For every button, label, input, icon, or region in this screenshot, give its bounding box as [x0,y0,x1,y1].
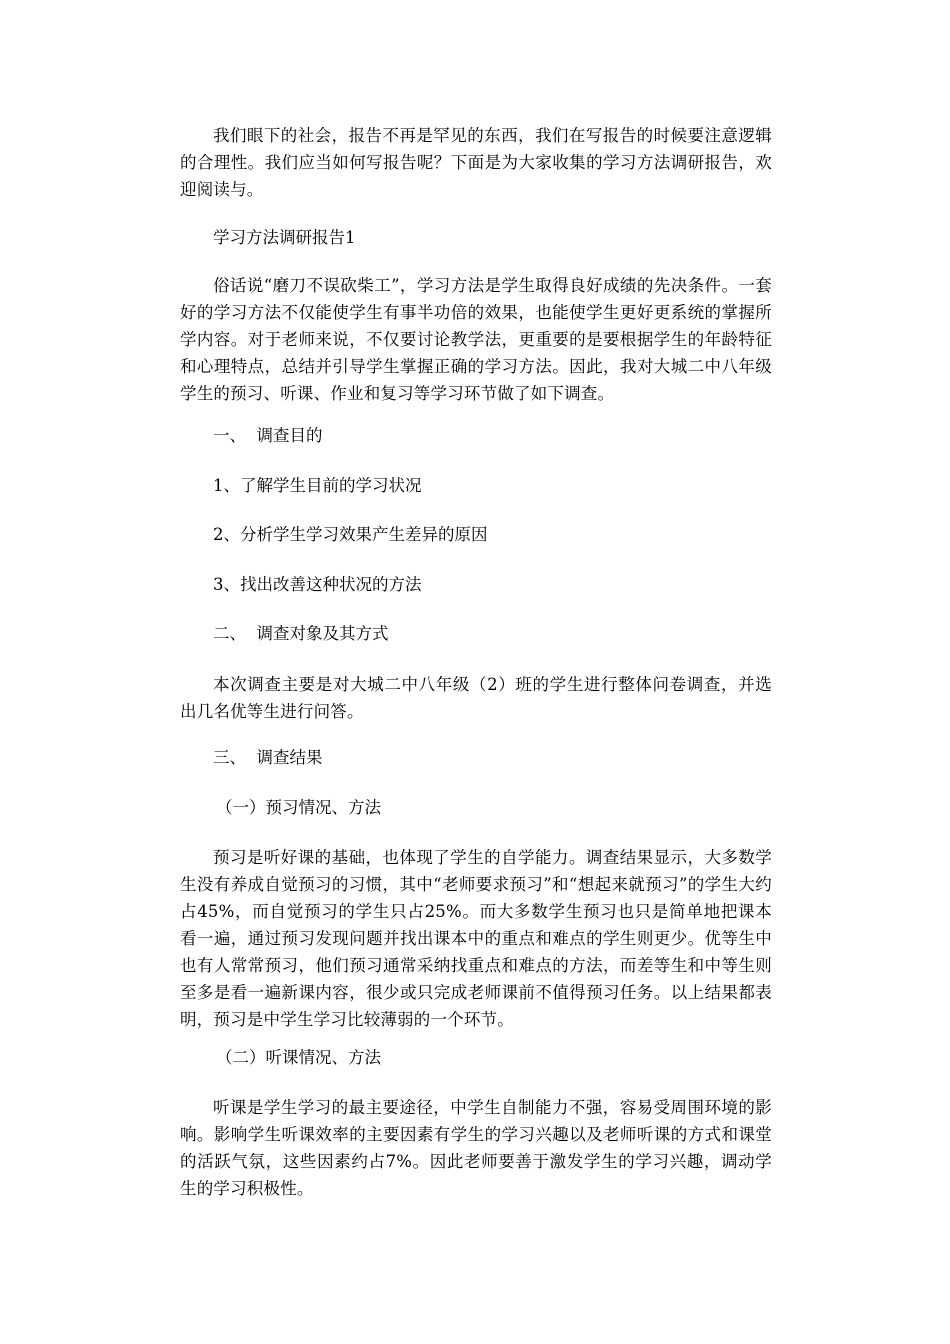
opening-paragraph: 俗话说“磨刀不误砍柴工”，学习方法是学生取得良好成绩的先决条件。一套好的学习方法不仅能使学生有事半功倍的效果，也能使学生更好更系统的掌握所学内容。对于老师来说，不仅要讨论教学法，更重要的是要根据学生的年龄特征和心理特点，总结并引导学生掌握正确的学习方法。因此，我对大城二中八年级学生的预习、听课、作业和复习等学习环节做了如下调查。 [180,276,772,403]
report-title: 学习方法调研报告1 [213,228,356,247]
section-heading-purpose: 一、 调查目的 [213,426,323,445]
subsection-heading-lecture: （二）听课情况、方法 [216,1048,381,1067]
section-heading-results: 三、 调查结果 [213,748,323,767]
subjects-paragraph: 本次调查主要是对大城二中八年级（2）班的学生进行整体问卷调查，并选出几名优等生进行问答。 [180,675,772,721]
purpose-item: 2、分析学生学习效果产生差异的原因 [213,525,488,544]
purpose-item: 1、了解学生目前的学习状况 [213,476,422,495]
section-heading-subjects: 二、 调查对象及其方式 [213,624,389,643]
lecture-paragraph: 听课是学生学习的最主要途径，中学生自制能力不强，容易受周围环境的影响。影响学生听课效率的主要因素有学生的学习兴趣以及老师听课的方式和课堂的活跃气氛，这些因素约占7%。因此老师要善于激发学生的学习兴趣，调动学生的学习积极性。 [180,1098,772,1198]
subsection-heading-preview: （一）预习情况、方法 [216,798,381,817]
purpose-item: 3、找出改善这种状况的方法 [213,575,422,594]
intro-paragraph: 我们眼下的社会，报告不再是罕见的东西，我们在写报告的时候要注意逻辑的合理性。我们应当如何写报告呢？下面是为大家收集的学习方法调研报告，欢迎阅读与。 [180,126,772,199]
preview-paragraph: 预习是听好课的基础，也体现了学生的自学能力。调查结果显示，大多数学生没有养成自觉预习的习惯，其中“老师要求预习”和“想起来就预习”的学生大约占45%，而自觉预习的学生只占25%。而大多数学生预习也只是简单地把课本看一遍，通过预习发现问题并找出课本中的重点和难点的学生则更少。优等生中也有人常常预习，他们预习通常采纳找重点和难点的方法，而差等生和中等生则至多是看一遍新课内容，很少或只完成老师课前不值得预习任务。以上结果都表明，预习是中学生学习比较薄弱的一个环节。 [180,848,772,1029]
